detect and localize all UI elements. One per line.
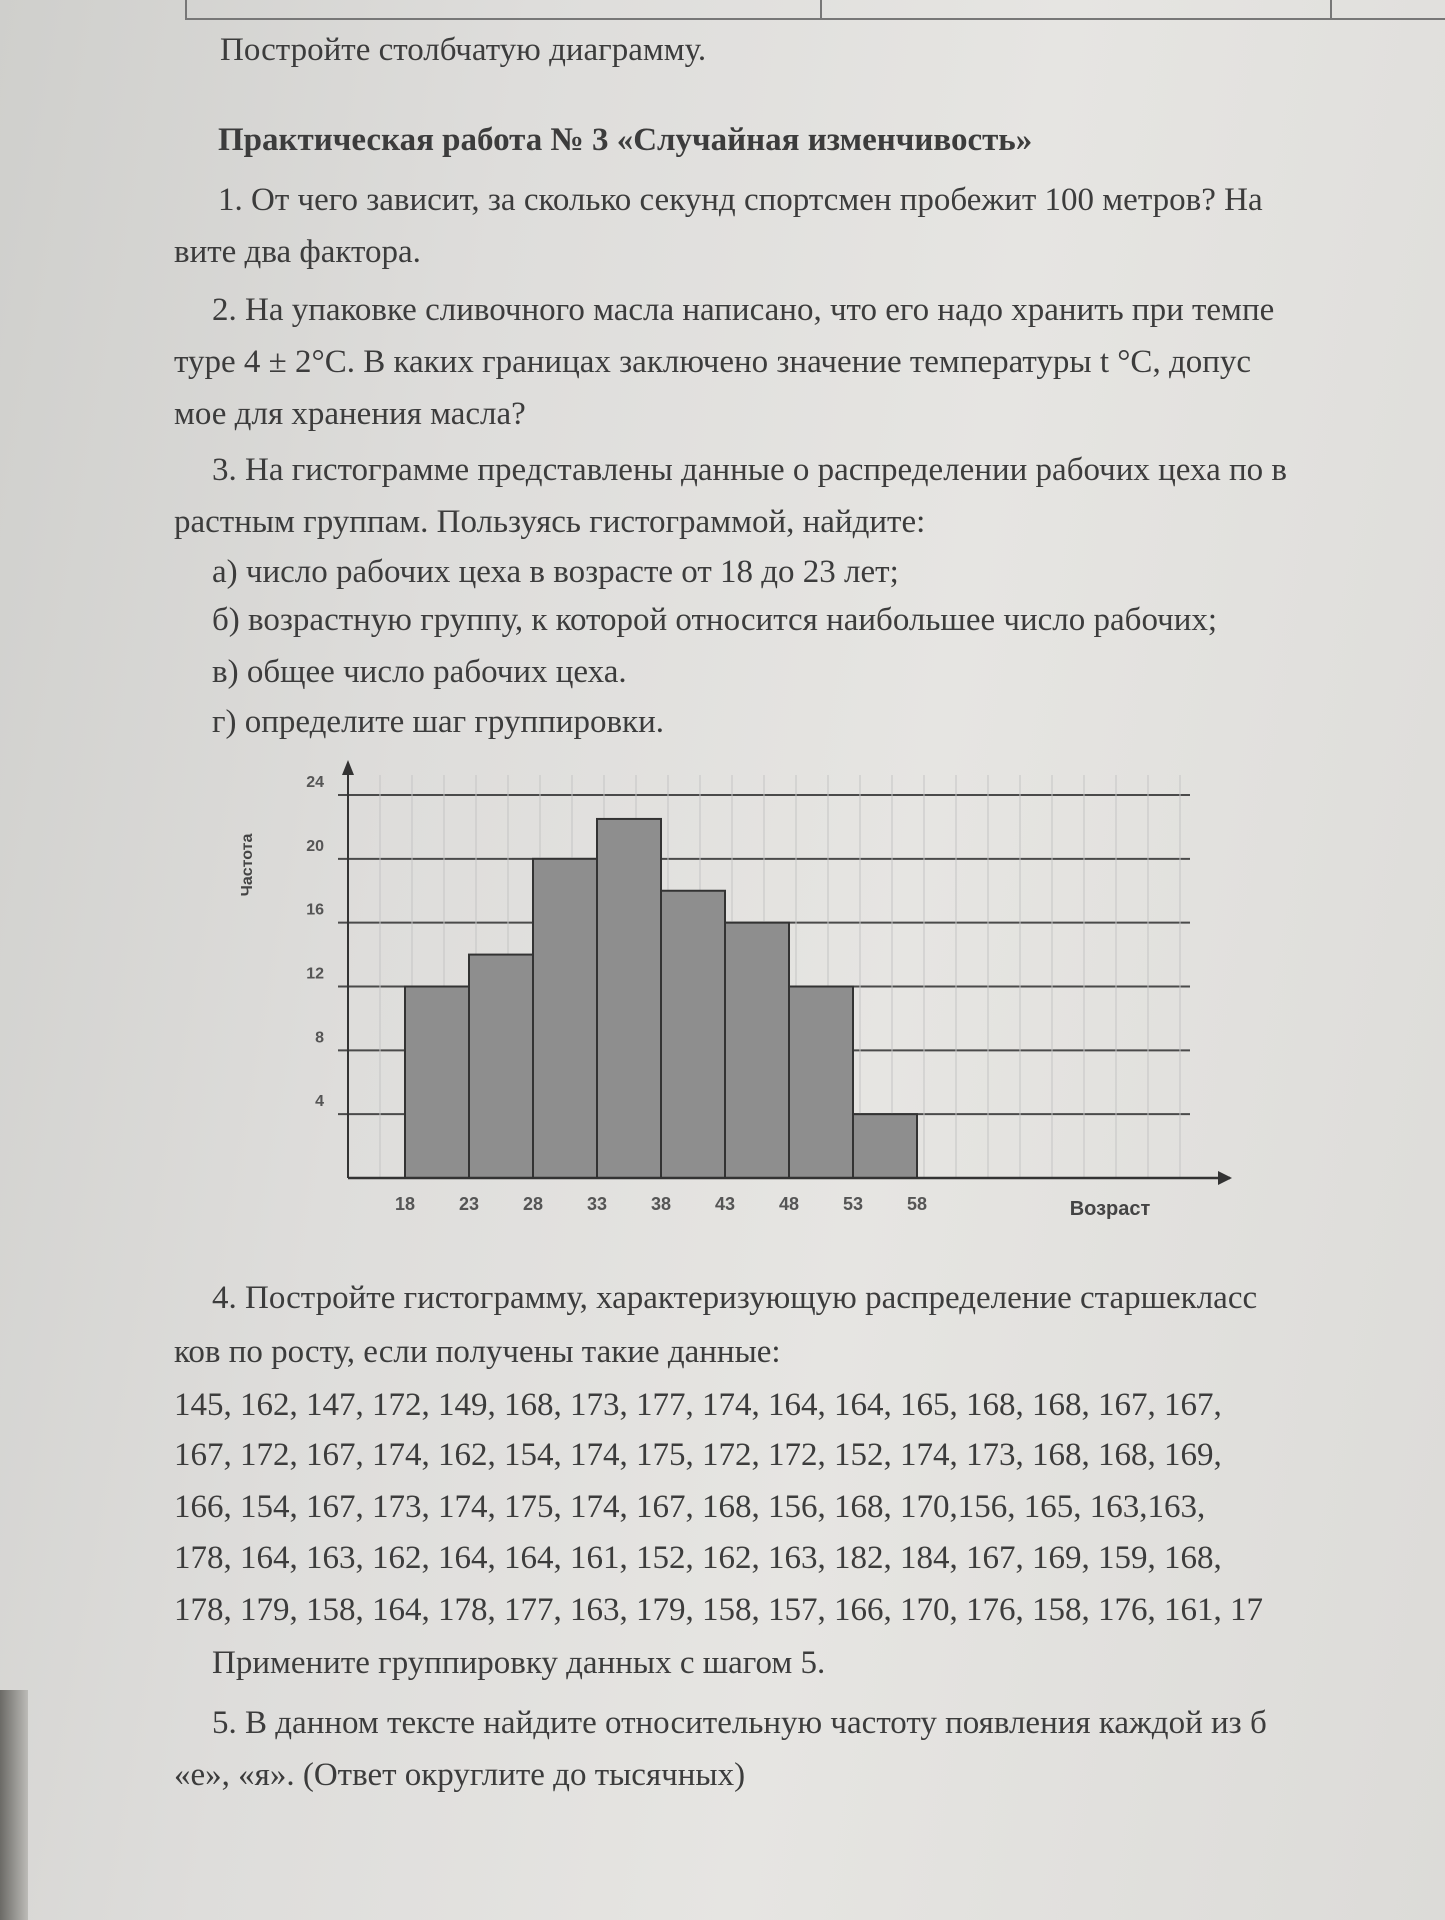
x-tick-label: 33 xyxy=(586,1194,608,1214)
text-line: растным группам. Пользуясь гистограммой, найдите: xyxy=(174,504,926,540)
x-tick-label: 48 xyxy=(778,1194,800,1214)
histogram-bar xyxy=(533,859,597,1178)
histogram-bar xyxy=(661,891,725,1178)
x-axis-label: Возраст xyxy=(1069,1198,1151,1220)
text-line: в) общее число рабочих цеха. xyxy=(212,654,627,690)
text-line: туре 4 ± 2°С. В каких границах заключено значение температуры t °С, допус xyxy=(174,344,1252,380)
text-line: 3. На гистограмме представлены данные о распределении рабочих цеха по в xyxy=(212,452,1287,488)
histogram-chart xyxy=(200,755,1250,1235)
text-line: а) число рабочих цеха в возрасте от 18 до 23 лет; xyxy=(212,554,899,590)
histogram-bar xyxy=(469,955,533,1178)
x-tick-label: 18 xyxy=(394,1194,416,1214)
text-line: 178, 179, 158, 164, 178, 177, 163, 179, 158, 157, 166, 170, 176, 158, 176, 161, 17 xyxy=(174,1592,1263,1628)
x-tick-label: 53 xyxy=(842,1194,864,1214)
x-tick-label: 43 xyxy=(714,1194,736,1214)
text-line: 145, 162, 147, 172, 149, 168, 173, 177, 174, 164, 164, 165, 168, 168, 167, 167, xyxy=(174,1387,1222,1423)
text-line: 1. От чего зависит, за сколько секунд спортсмен пробежит 100 метров? На xyxy=(218,182,1263,218)
text-line: «е», «я». (Ответ округлите до тысячных) xyxy=(174,1757,746,1793)
y-tick-label: 8 xyxy=(315,1029,324,1047)
text-line: ков по росту, если получены такие данные: xyxy=(174,1334,781,1370)
histogram-bar xyxy=(405,987,469,1179)
histogram-bar xyxy=(789,987,853,1179)
x-tick-label: 38 xyxy=(650,1194,672,1214)
y-tick-label: 12 xyxy=(306,965,324,983)
text-line: мое для хранения масла? xyxy=(174,396,526,432)
page-edge-shadow xyxy=(0,1690,28,1920)
histogram-bar xyxy=(597,819,661,1178)
text-line: б) возрастную группу, к которой относится наибольшее число рабочих; xyxy=(212,602,1218,638)
histogram-bar xyxy=(853,1114,917,1178)
text-line: 2. На упаковке сливочного масла написано, что его надо хранить при темпе xyxy=(212,292,1275,328)
x-axis-arrow xyxy=(1218,1171,1232,1185)
text-line: 178, 164, 163, 162, 164, 164, 161, 152, 162, 163, 182, 184, 167, 169, 159, 168, xyxy=(174,1540,1222,1576)
y-axis-label: Частота xyxy=(239,833,256,897)
top-table-border xyxy=(185,0,1445,20)
y-axis-arrow xyxy=(342,760,354,775)
text-line: 166, 154, 167, 173, 174, 175, 174, 167, 168, 156, 168, 170,156, 165, 163,163, xyxy=(174,1489,1206,1525)
text-line: 4. Постройте гистограмму, характеризующую распределение старшекласс xyxy=(212,1280,1258,1316)
text-line: вите два фактора. xyxy=(174,234,421,270)
section-title: Практическая работа № 3 «Случайная изменчивость» xyxy=(218,122,1033,158)
text-line: Примените группировку данных с шагом 5. xyxy=(212,1645,826,1681)
y-tick-label: 20 xyxy=(306,837,324,855)
x-tick-label: 58 xyxy=(906,1194,928,1214)
text-line: 5. В данном тексте найдите относительную частоту появления каждой из б xyxy=(212,1705,1267,1741)
x-tick-label: 23 xyxy=(458,1194,480,1214)
y-tick-label: 4 xyxy=(315,1093,324,1111)
y-tick-label: 16 xyxy=(306,901,324,919)
y-tick-label: 24 xyxy=(306,774,324,791)
text-line: 167, 172, 167, 174, 162, 154, 174, 175, 172, 172, 152, 174, 173, 168, 168, 169, xyxy=(174,1437,1222,1473)
histogram-bar xyxy=(725,923,789,1178)
x-tick-label: 28 xyxy=(522,1194,544,1214)
text-line: г) определите шаг группировки. xyxy=(212,704,664,740)
text-line: Постройте столбчатую диаграмму. xyxy=(220,32,707,68)
